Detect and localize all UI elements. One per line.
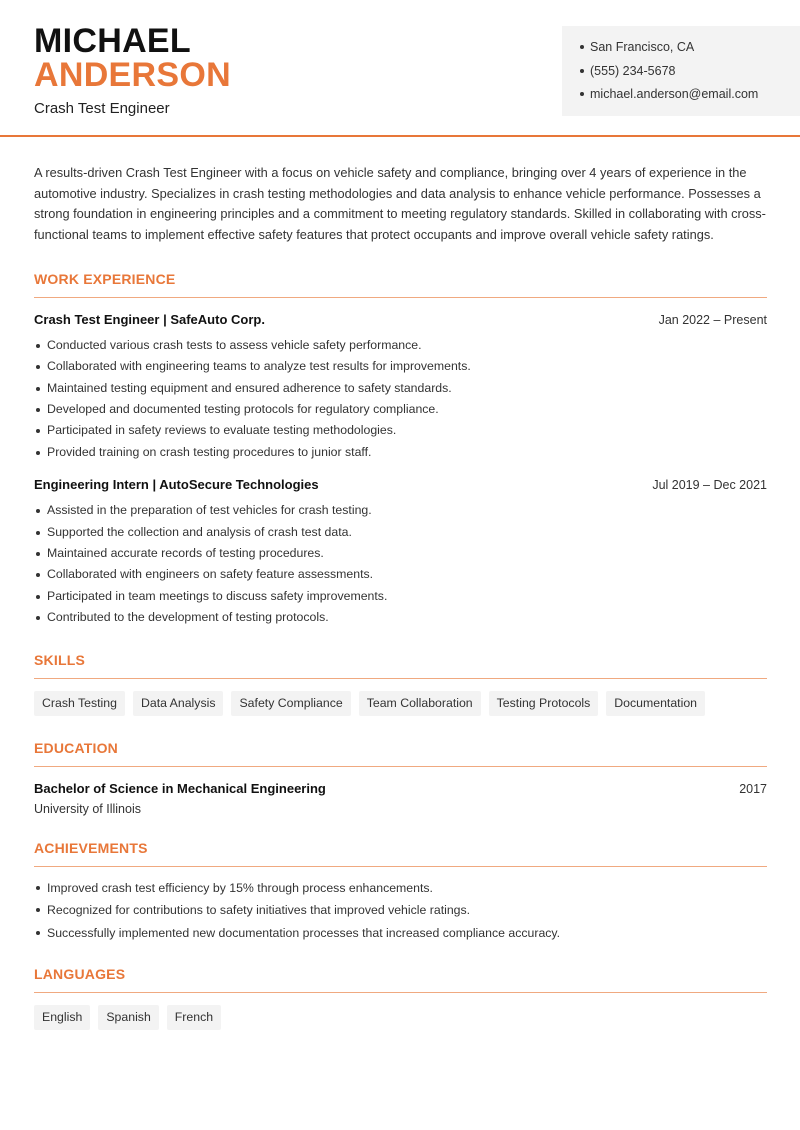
section-title-education: EDUCATION (34, 740, 767, 767)
list-item: Collaborated with engineers on safety feature assessments. (34, 564, 767, 585)
list-item: Provided training on crash testing procedures to junior staff. (34, 442, 767, 463)
resume-header (0, 0, 800, 137)
language-tag: English (34, 1005, 90, 1030)
skill-tag: Data Analysis (133, 691, 224, 716)
job-role: Engineering Intern | AutoSecure Technologies (34, 477, 319, 493)
resume-body (34, 163, 767, 1030)
skill-tag: Testing Protocols (489, 691, 599, 716)
list-item: Conducted various crash tests to assess vehicle safety performance. (34, 335, 767, 356)
job-bullets (34, 500, 767, 628)
education-school: University of Illinois (34, 801, 141, 816)
job-role: Crash Test Engineer | SafeAuto Corp. (34, 311, 265, 327)
list-item: Supported the collection and analysis of crash test data. (34, 522, 767, 543)
skill-tag: Team Collaboration (359, 691, 481, 716)
contact-email: michael.anderson@email.com (580, 86, 800, 110)
job-date: Jul 2019 – Dec 2021 (652, 478, 767, 493)
list-item: Participated in safety reviews to evaluate testing methodologies. (34, 420, 767, 441)
job-title: Crash Test Engineer (34, 100, 170, 117)
list-item: Contributed to the development of testing protocols. (34, 607, 767, 628)
work-experience-section (34, 271, 767, 629)
list-item: Collaborated with engineering teams to analyze test results for improvements. (34, 356, 767, 377)
section-title-work: WORK EXPERIENCE (34, 271, 767, 298)
job-bullets (34, 335, 767, 463)
skill-tag: Documentation (606, 691, 705, 716)
list-item: Successfully implemented new documentation processes that increased compliance accuracy. (34, 922, 767, 945)
languages-section (34, 966, 767, 1030)
education-section (34, 740, 767, 816)
languages-tags (34, 1005, 767, 1030)
section-title-achievements: ACHIEVEMENTS (34, 840, 767, 867)
achievements-list (34, 877, 767, 945)
skills-tags (34, 691, 767, 716)
achievements-section (34, 840, 767, 945)
list-item: Maintained testing equipment and ensured adherence to safety standards. (34, 378, 767, 399)
skill-tag: Crash Testing (34, 691, 125, 716)
job-entry (34, 312, 767, 463)
language-tag: Spanish (98, 1005, 158, 1030)
list-item: Participated in team meetings to discuss safety improvements. (34, 586, 767, 607)
list-item: Developed and documented testing protocols for regulatory compliance. (34, 399, 767, 420)
list-item: Maintained accurate records of testing procedures. (34, 543, 767, 564)
first-name: MICHAEL (34, 22, 191, 60)
education-year: 2017 (739, 781, 767, 796)
section-title-languages: LANGUAGES (34, 966, 767, 993)
language-tag: French (167, 1005, 221, 1030)
section-title-skills: SKILLS (34, 652, 767, 679)
skills-section (34, 652, 767, 716)
contact-location: San Francisco, CA (580, 39, 800, 63)
education-degree: Bachelor of Science in Mechanical Engineering (34, 780, 326, 796)
job-entry (34, 477, 767, 628)
last-name: ANDERSON (34, 56, 231, 94)
contact-box (562, 26, 800, 116)
list-item: Assisted in the preparation of test vehicles for crash testing. (34, 500, 767, 521)
contact-phone: (555) 234-5678 (580, 63, 800, 87)
summary-text: A results-driven Crash Test Engineer with a focus on vehicle safety and compliance, bringing over 4 years of experience in the automotive industry. Specializes in crash testing methodologies and data analysis to enhance vehicle performance. Possesses a strong foundation in engineering principles and a commitment to meeting regulatory standards. Skilled in collaborating with cross-functional teams to implement effective safety features that protect occupants and improve overall vehicle safety ratings. (34, 165, 766, 243)
job-date: Jan 2022 – Present (658, 312, 767, 327)
list-item: Recognized for contributions to safety initiatives that improved vehicle ratings. (34, 899, 767, 922)
list-item: Improved crash test efficiency by 15% through process enhancements. (34, 877, 767, 900)
skill-tag: Safety Compliance (231, 691, 350, 716)
